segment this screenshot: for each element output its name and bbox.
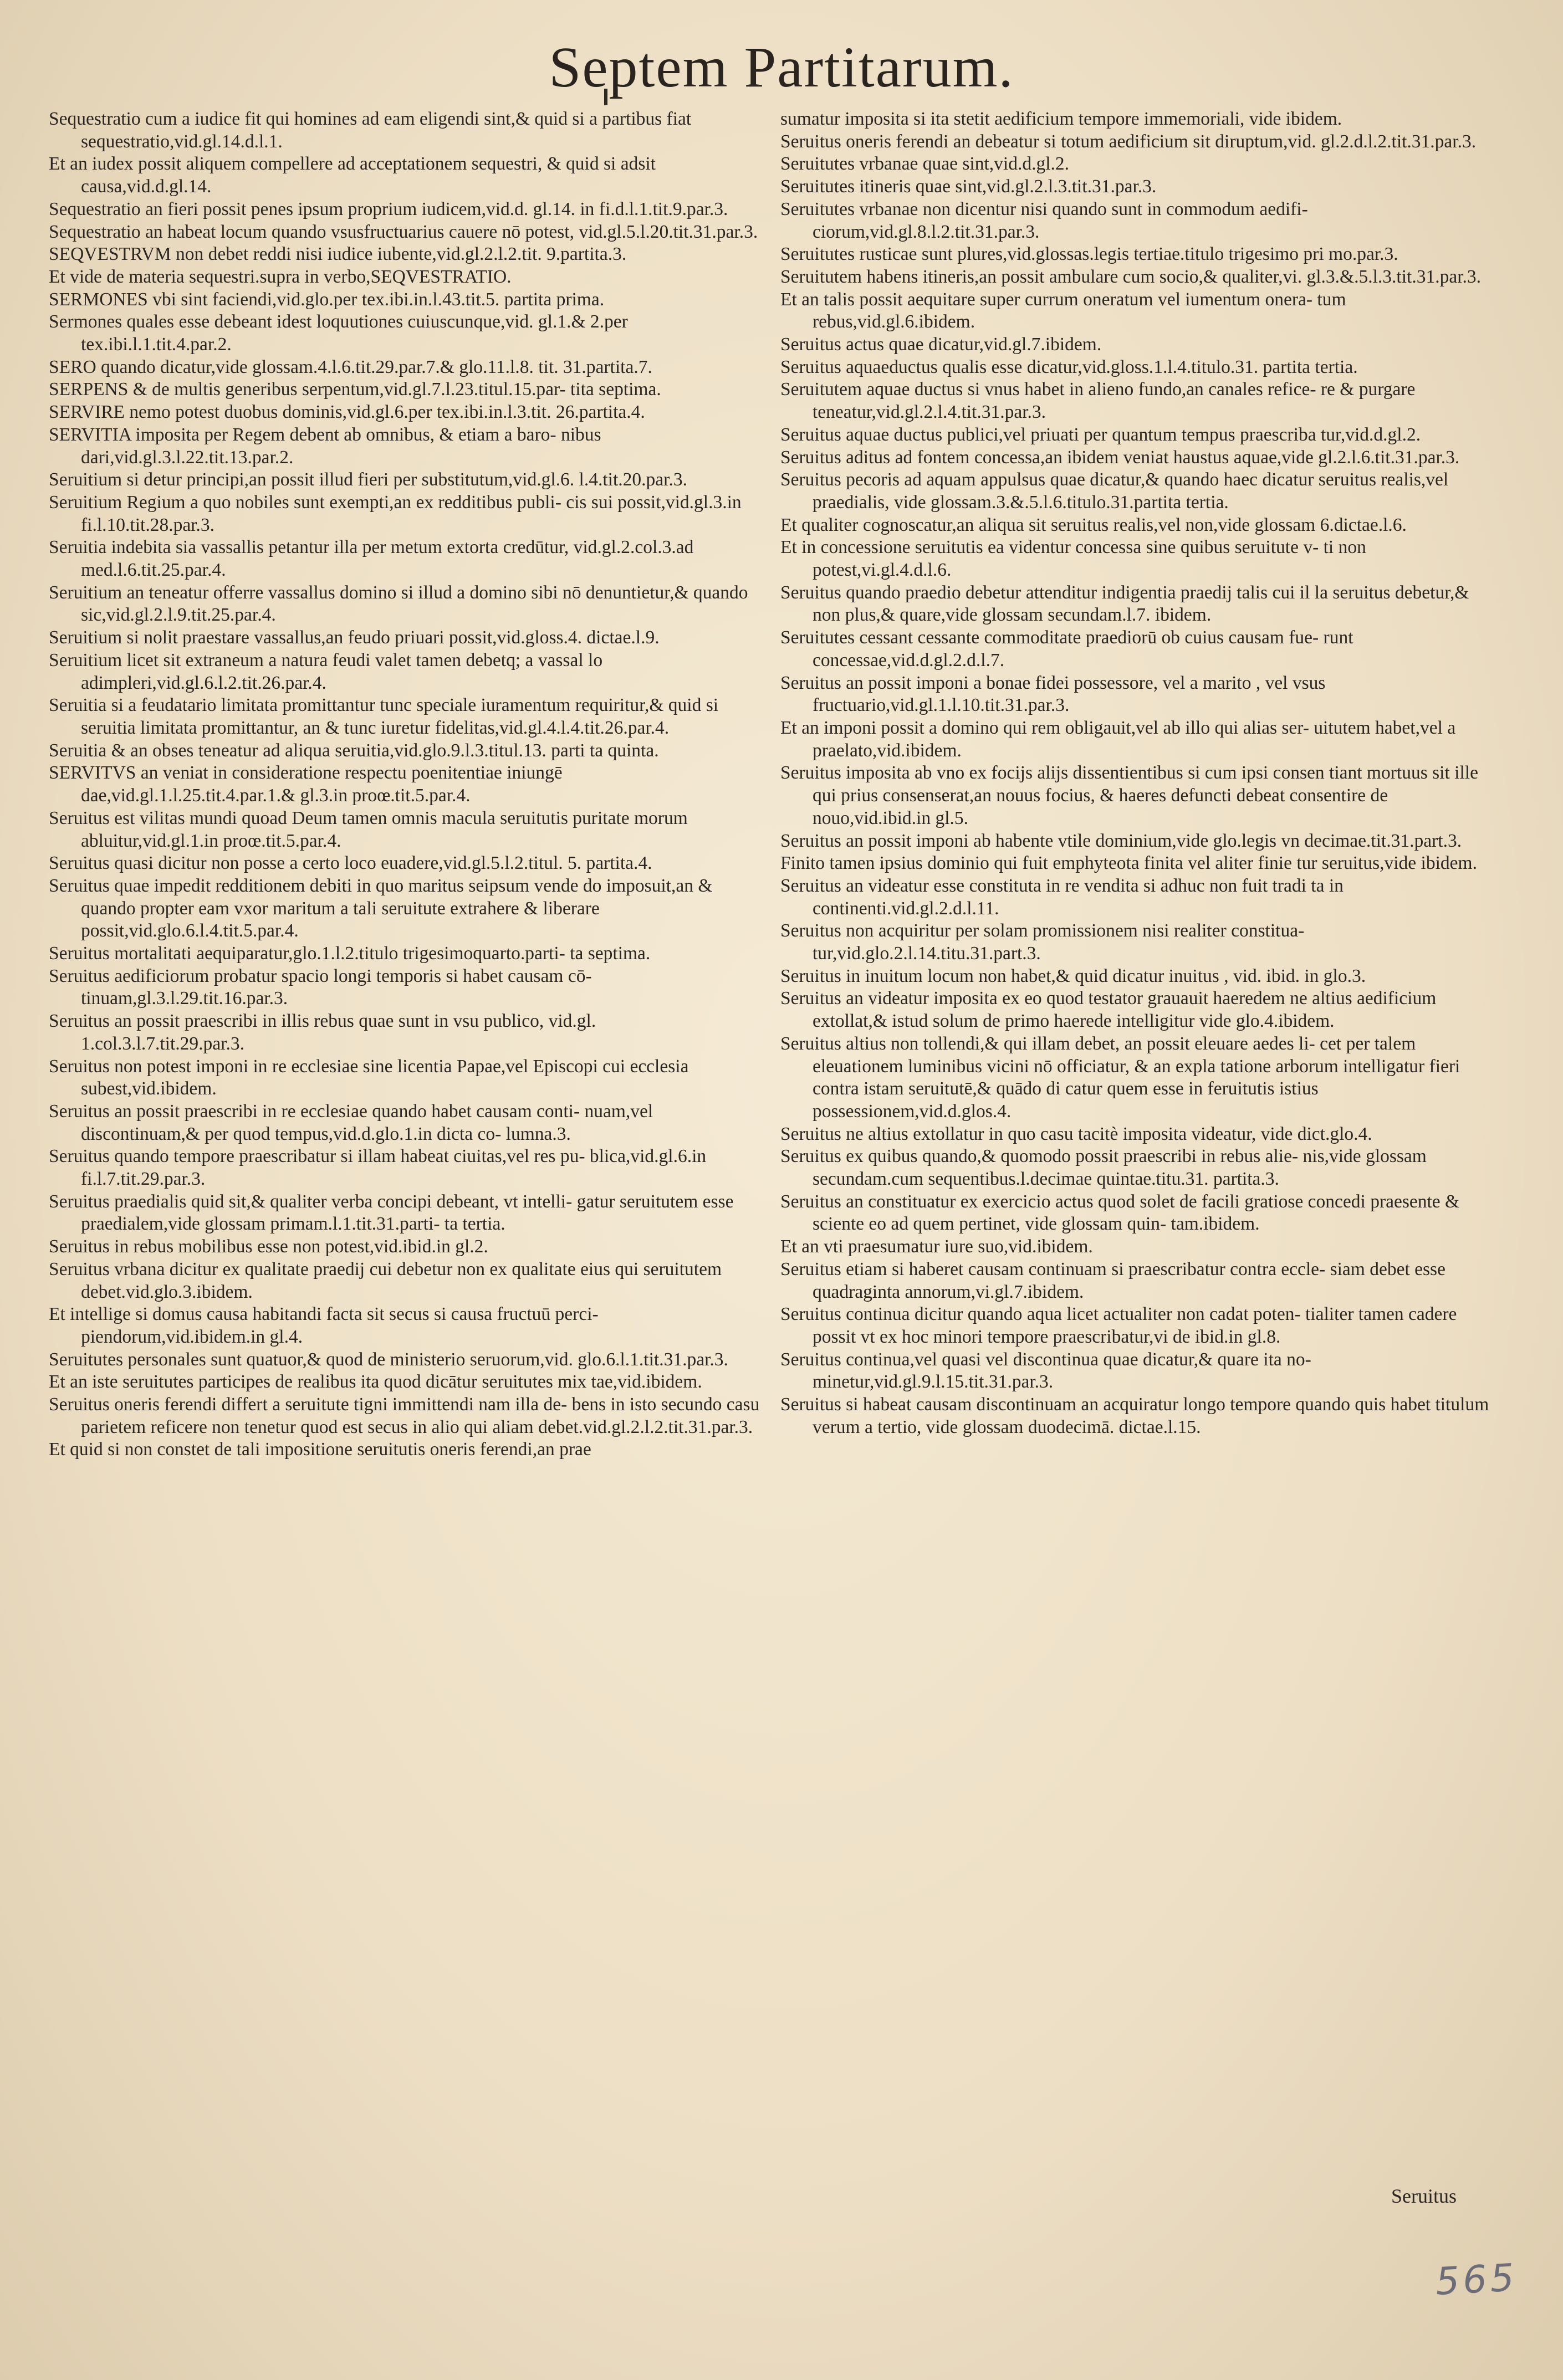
index-entry: SERPENS & de multis generibus serpentum,vid.gl.7.l.23.titul.15.par- tita septima. [49, 379, 661, 400]
right-column [780, 108, 1495, 1439]
index-entry: Seruitium si detur principi,an possit illud fieri per substitutum,vid.gl.6. l.4.tit.20.par.3. [49, 469, 687, 490]
index-entry: Seruitia si a feudatario limitata promittantur tunc speciale iuramentum requiritur,& quid si seruitia limitata promittantur, an & tunc iuretur fidelitas,vid.gl.4.l.4.tit.26.par.4. [49, 695, 719, 738]
index-entry: Sequestratio cum a iudice fit qui homines ad eam eligendi sint,& quid si a partibus fiat sequestratio,vid.gl.14.d.l.1. [49, 109, 692, 152]
index-entry: Seruitia indebita sia vassallis petantur illa per metum extorta credūtur, vid.gl.2.col.3.ad med.l.6.tit.25.par.4. [49, 537, 694, 581]
index-entry: Seruitus an constituatur ex exercicio actus quod solet de facili gratiose concedi praesente & sciente eo ad quem pertinet, vide glossam quin- tam.ibidem. [780, 1191, 1460, 1235]
index-entry: Seruitus est vilitas mundi quoad Deum tamen omnis macula seruitutis puritate morum abluitur,vid.gl.1.in proœ.tit.5.par.4. [49, 807, 688, 851]
index-entry: Et an iste seruitutes participes de realibus ita quod dicātur seruitutes mix tae,vid.ibidem. [49, 1371, 702, 1393]
index-entry: Sequestratio an fieri possit penes ipsum proprium iudicem,vid.d. gl.14. in fi.d.l.1.tit.9.par.3. [49, 198, 728, 219]
index-entry: Seruitus an videatur imposita ex eo quod testator grauauit haeredem ne altius aedificium extollat,& istud solum de primo haerede intelligitur vide glo.4.ibidem. [780, 988, 1437, 1032]
index-entry: Sequestratio an habeat locum quando vsusfructuarius cauere nō potest, vid.gl.5.l.20.tit.31.par.3. [49, 221, 758, 242]
index-entry: Seruitus an possit praescribi in re ecclesiae quando habet causam conti- nuam,vel discontinuam,& per quod tempus,vid.d.glo.1.in dicta co- lumna.3. [49, 1101, 653, 1144]
index-entry: Seruitium si nolit praestare vassallus,an feudo priuari possit,vid.gloss.4. dictae.l.9. [49, 627, 660, 648]
index-entry: Et an vti praesumatur iure suo,vid.ibidem. [780, 1236, 1093, 1257]
index-entry: Seruitus an possit imponi ab habente vtile dominium,vide glo.legis vn decimae.tit.31.part.3. [780, 830, 1462, 851]
index-entry: Seruitus aquaeductus qualis esse dicatur,vid.gloss.1.l.4.titulo.31. partita tertia. [780, 356, 1358, 377]
index-entry: Seruitutem habens itineris,an possit ambulare cum socio,& qualiter,vi. gl.3.&.5.l.3.tit.31.par.3. [780, 266, 1482, 287]
index-entry: Seruitutes vrbanae quae sint,vid.d.gl.2. [780, 153, 1070, 175]
index-entry: Seruitus oneris ferendi differt a seruitute tigni immittendi nam illa de- bens in isto secundo casu parietem reficere non tenetur quod est secus in alio qui aliam debet.vid.gl.2.l.2.tit.31.par.3. [49, 1394, 760, 1437]
index-entry: Seruitus an videatur esse constituta in re vendita si adhuc non fuit tradi ta in continenti.vid.gl.2.d.l.11. [780, 875, 1344, 919]
index-entry: SERO quando dicatur,vide glossam.4.l.6.tit.29.par.7.& glo.11.l.8. tit. 31.partita.7. [49, 356, 652, 377]
index-entry: Seruitus in inuitum locum non habet,& quid dicatur inuitus , vid. ibid. in glo.3. [780, 965, 1366, 986]
index-entry: Seruitus aquae ductus publici,vel priuati per quantum tempus praescriba tur,vid.d.gl.2. [780, 424, 1421, 445]
index-entry: Seruitus oneris ferendi an debeatur si totum aedificium sit diruptum,vid. gl.2.d.l.2.tit.31.par.3. [780, 131, 1477, 152]
folio-number: 565 [1434, 2256, 1519, 2304]
index-entry: Seruitutes itineris quae sint,vid.gl.2.l.3.tit.31.par.3. [780, 176, 1157, 197]
index-entry: Et in concessione seruitutis ea videntur concessa sine quibus seruitute v- ti non potest,vi.gl.4.d.l.6. [780, 537, 1366, 581]
index-entry: Et intellige si domus causa habitandi facta sit secus si causa fructuū perci- piendorum,vid.ibidem.in gl.4. [49, 1304, 599, 1347]
index-entry: SERVITIA imposita per Regem debent ab omnibus, & etiam a baro- nibus dari,vid.gl.3.l.22.tit.13.par.2. [49, 424, 601, 468]
index-entry: Seruitus ex quibus quando,& quomodo possit praescribi in rebus alie- nis,vide glossam secundam.cum sequentibus.l.decimae quintae.titu.31. partita.3. [780, 1146, 1427, 1190]
index-entry: Seruitus aedificiorum probatur spacio longi temporis si habet causam cō- tinuam,gl.3.l.29.tit.16.par.3. [49, 965, 592, 1009]
index-entry: Seruitus non acquiritur per solam promissionem nisi realiter constitua- tur,vid.glo.2.l.14.titu.31.part.3. [780, 920, 1305, 964]
index-entry: Et qualiter cognoscatur,an aliqua sit seruitus realis,vel non,vide glossam 6.dictae.l.6. [780, 514, 1407, 535]
index-entry: Finito tamen ipsius dominio qui fuit emphyteota finita vel aliter finie tur seruitus,vide ibidem. [780, 853, 1477, 874]
index-entry: Seruitus in rebus mobilibus esse non potest,vid.ibid.in gl.2. [49, 1236, 488, 1257]
index-entry: Seruitus si habeat causam discontinuam an acquiratur longo tempore quando quis habet titulum verum a tertio, vide glossam duodecimā. dictae.l.15. [780, 1394, 1489, 1437]
index-entry: Seruitus praedialis quid sit,& qualiter verba concipi debeant, vt intelli- gatur seruitutem esse praedialem,vide glossam primam.l.1.tit.31.parti- ta tertia. [49, 1191, 734, 1235]
index-entry: Seruitus vrbana dicitur ex qualitate praedij cui debetur non ex qualitate eius qui seruitutem debet.vid.glo.3.ibidem. [49, 1258, 722, 1302]
index-entry: Seruitus actus quae dicatur,vid.gl.7.ibidem. [780, 334, 1102, 355]
index-entry: Seruitus pecoris ad aquam appulsus quae dicatur,& quando haec dicatur seruitus realis,vel praedialis, vide glossam.3.&.5.l.6.titulo.31.partita tertia. [780, 469, 1449, 513]
index-entry: Et an imponi possit a domino qui rem obligauit,vel ab illo qui alias ser- uitutem habet,vel a praelato,vid.ibidem. [780, 717, 1456, 761]
index-entry: Seruitus imposita ab vno ex focijs alijs dissentientibus si cum ipsi consen tiant mortuus sit ille qui prius consenserat,an nouus focius, & haeres defuncti debeat consentire de nouo,vid.ibid.in gl.5. [780, 762, 1478, 828]
index-entry: SERMONES vbi sint faciendi,vid.glo.per tex.ibi.in.l.43.tit.5. partita prima. [49, 289, 605, 310]
index-entry: Seruitus altius non tollendi,& qui illam debet, an possit eleuare aedes li- cet per talem eleuationem luminibus vicini nō officiatur, & an expla tatione arborum intelligatur fieri contra istam seruitutē,& quādo di catur quem esse in feruitutis istius possessionem,vid.d.glos.4. [780, 1033, 1460, 1122]
index-entry: Et quid si non constet de tali impositione seruitutis oneris ferendi,an prae [49, 1439, 591, 1460]
index-entry: Seruitus continua dicitur quando aqua licet actualiter non cadat poten- tialiter tamen cadere possit vt ex hoc minori tempore praescribatur,vi de ibid.in gl.8. [780, 1304, 1457, 1347]
index-entry: Seruitutes cessant cessante commoditate praediorū ob cuius causam fue- runt concessae,vid.d.gl.2.d.l.7. [780, 627, 1353, 671]
left-column [49, 108, 764, 1461]
index-entry: Seruitus etiam si haberet causam continuam si praescribatur contra eccle- siam debet esse quadraginta annorum,vi.gl.7.ibidem. [780, 1258, 1445, 1302]
index-entry: Seruitus quando tempore praescribatur si illam habeat ciuitas,vel res pu- blica,vid.gl.6.in fi.l.7.tit.29.par.3. [49, 1146, 707, 1190]
index-entry: Et an iudex possit aliquem compellere ad acceptationem sequestri, & quid si adsit causa,vid.d.gl.14. [49, 153, 656, 197]
index-entry: Seruitus aditus ad fontem concessa,an ibidem veniat haustus aquae,vide gl.2.l.6.tit.31.par.3. [780, 447, 1460, 468]
index-entry: Seruitutem aquae ductus si vnus habet in alieno fundo,an canales refice- re & purgare teneatur,vid.gl.2.l.4.tit.31.par.3. [780, 379, 1416, 423]
index-entry: Et vide de materia sequestri.supra in verbo,SEQVESTRATIO. [49, 266, 512, 287]
index-entry: Seruitus continua,vel quasi vel discontinua quae dicatur,& quare ita no- minetur,vid.gl.9.l.15.tit.31.par.3. [780, 1349, 1311, 1393]
index-entry: Seruitutes personales sunt quatuor,& quod de ministerio seruorum,vid. glo.6.l.1.tit.31.par.3. [49, 1349, 728, 1370]
index-entry: Seruitus an possit praescribi in illis rebus quae sunt in vsu publico, vid.gl. 1.col.3.l.7.tit.29.par.3. [49, 1011, 596, 1054]
index-entry: Seruitus ne altius extollatur in quo casu tacitè imposita videatur, vide dict.glo.4. [780, 1123, 1372, 1144]
index-entry: Seruitus quando praedio debetur attenditur indigentia praedij talis cui il la seruitus debetur,& non plus,& quare,vide glossam secundam.l.7. ibidem. [780, 582, 1469, 626]
index-entry: Seruitutes rusticae sunt plures,vid.glossas.legis tertiae.titulo trigesimo pri mo.par.3. [780, 244, 1398, 265]
index-entry: Seruitus an possit imponi a bonae fidei possessore, vel a marito , vel vsus fructuario,vid.gl.1.l.10.tit.31.par.3. [780, 672, 1326, 716]
index-entry: sumatur imposita si ita stetit aedificium tempore immemoriali, vide ibidem. [780, 109, 1342, 129]
index-entry: SERVITVS an veniat in consideratione respectu poenitentiae iniungē dae,vid.gl.1.l.25.tit.4.par.1.& gl.3.in proœ.tit.5.par.4. [49, 762, 563, 806]
index-entry: Seruitus non potest imponi in re ecclesiae sine licentia Papae,vel Episcopi cui ecclesia subest,vid.ibidem. [49, 1056, 689, 1099]
catchword: Seruitus [1391, 2185, 1457, 2207]
index-entry: Sermones quales esse debeant idest loquutiones cuiuscunque,vid. gl.1.& 2.per tex.ibi.l.1.tit.4.par.2. [49, 311, 628, 355]
index-entry: Seruitus quae impedit redditionem debiti in quo maritus seipsum vende do imposuit,an & quando propter eam vxor maritum a tali seruitute extrahere & liberare possit,vid.glo.6.l.4.tit.5.par.4. [49, 875, 713, 941]
index-entry: SEQVESTRVM non debet reddi nisi iudice iubente,vid.gl.2.l.2.tit. 9.partita.3. [49, 244, 627, 265]
index-entry: Seruitium an teneatur offerre vassallus domino si illud a domino sibi nō denuntietur,& quando sic,vid.gl.2.l.9.tit.25.par.4. [49, 582, 748, 626]
index-entry: Et an talis possit aequitare super currum oneratum vel iumentum onera- tum rebus,vid.gl.6.ibidem. [780, 289, 1346, 332]
index-entry: SERVIRE nemo potest duobus dominis,vid.gl.6.per tex.ibi.in.l.3.tit. 26.partita.4. [49, 402, 645, 423]
index-entry: Seruitium licet sit extraneum a natura feudi valet tamen debetq; a vassal lo adimpleri,vid.gl.6.l.2.tit.26.par.4. [49, 649, 603, 693]
index-entry: Seruitutes vrbanae non dicentur nisi quando sunt in commodum aedifi- ciorum,vid.gl.8.l.2.tit.31.par.3. [780, 198, 1308, 242]
index-entry: Seruitia & an obses teneatur ad aliqua seruitia,vid.glo.9.l.3.titul.13. parti ta quinta. [49, 740, 659, 761]
index-entry: Seruitus mortalitati aequiparatur,glo.1.l.2.titulo trigesimoquarto.parti- ta septima. [49, 943, 651, 964]
index-entry: Seruitium Regium a quo nobiles sunt exempti,an ex redditibus publi- cis sui possit,vid.gl.3.in fi.l.10.tit.28.par.3. [49, 492, 742, 535]
page-title: Septem Partitarum. [549, 35, 1014, 99]
index-entry: Seruitus quasi dicitur non posse a certo loco euadere,vid.gl.5.l.2.titul. 5. partita.4. [49, 853, 652, 874]
